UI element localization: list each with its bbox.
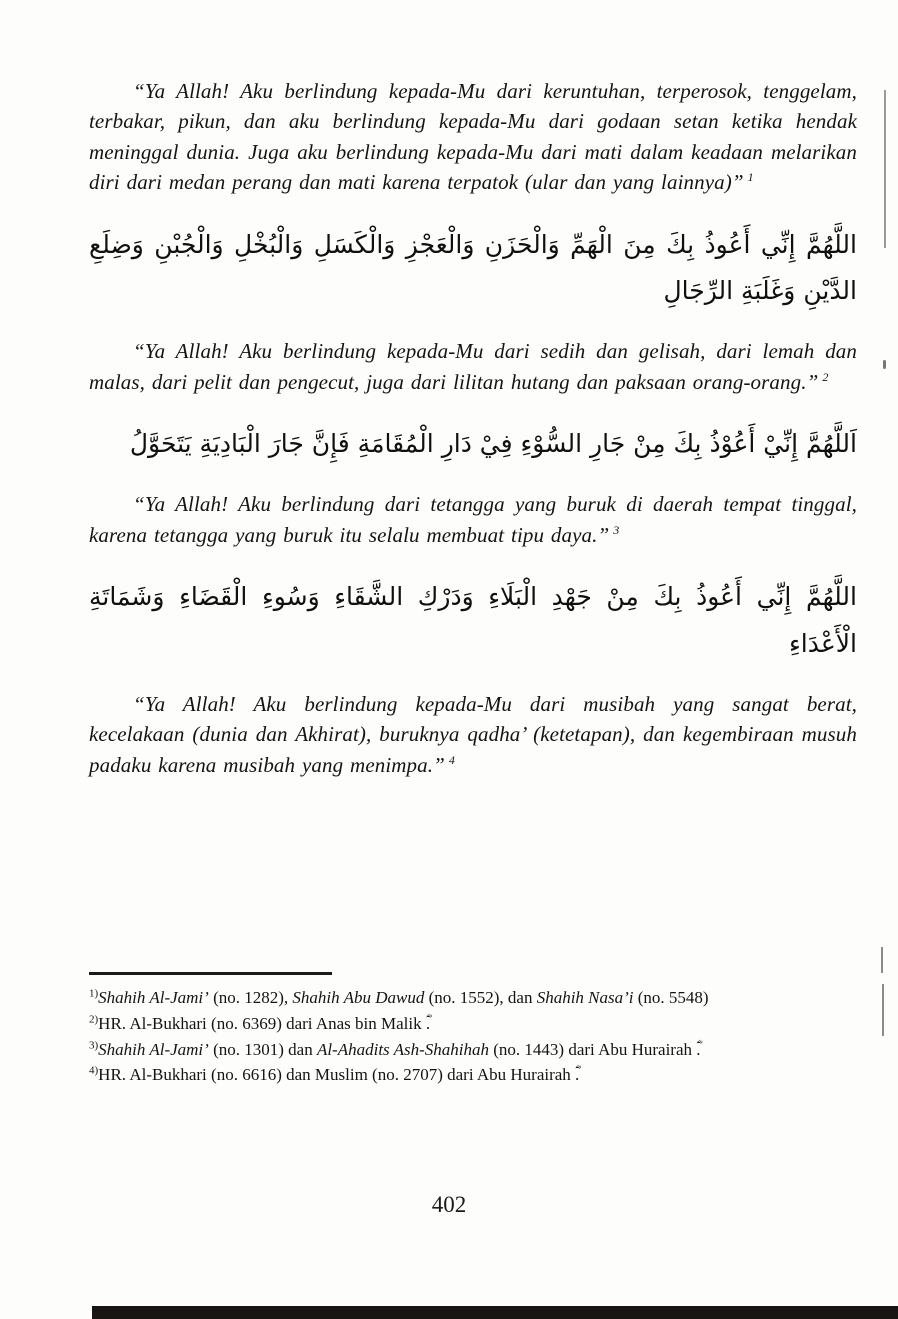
page-number: 402 (431, 1192, 467, 1217)
footnote-text: (no. 1552), dan (424, 988, 537, 1007)
footnote-3 (89, 1037, 857, 1063)
scan-artifact-tick (883, 360, 886, 369)
arabic-dua-3: اللَّهُمَّ إِنِّي أَعُوذُ بِكَ مِنْ جَهْدِ الْبَلَاءِ وَدَرْكِ الشَّقَاءِ وَسُوءِ الْقَضَاءِ وَشَمَاتَةِ الْأَعْدَاءِ (89, 582, 857, 658)
arabic-dua-2: اَللَّهُمَّ إِنِّيْ أَعُوْذُ بِكَ مِنْ جَارِ السُّوْءِ فِيْ دَارِ الْمُقَامَةِ فَإِنَّ جَارَ الْبَادِيَةِ يَتَحَوَّلُ (129, 429, 857, 459)
footnote-divider (89, 972, 332, 975)
footnote-marker-2: 2) (89, 1013, 99, 1026)
footnote-text: (no. 1301) dan (208, 1039, 317, 1059)
footnote-text: (no. 1282), (208, 988, 293, 1007)
footnote-text: HR. Al-Bukhari (no. 6369) dari Anas bin Malik ؓ. (98, 1013, 431, 1033)
footnote-2 (89, 1011, 857, 1037)
footnote-text: Shahih Abu Dawud (292, 988, 425, 1007)
translation-paragraph-1 (89, 76, 857, 198)
translation-text-4: “Ya Allah! Aku berlindung kepada-Mu dari musibah yang sangat berat, kecelakaan (dunia dan Akhirat), buruknya qadha’ (ketetapan), dan kegembiraan musuh padaku karena musibah yang menimpa.” (89, 691, 857, 777)
footnote-text: (no. 1443) dari Abu Hurairah ؓ. (489, 1039, 701, 1059)
footnote-marker-3: 3) (89, 1039, 99, 1051)
footnote-1 (89, 985, 857, 1011)
footnote-marker-4: 4) (89, 1064, 99, 1077)
footnote-text: HR. Al-Bukhari (no. 6616) dan Muslim (no. 2707) dari Abu Hurairah ؓ. (98, 1065, 580, 1085)
footnote-text: Shahih Al-Jami’ (98, 1039, 209, 1059)
footnote-4 (89, 1062, 857, 1088)
footnote-ref-1: 1 (747, 170, 754, 185)
footnote-marker-1: 1) (89, 987, 99, 1000)
translation-text-3: “Ya Allah! Aku berlindung dari tetangga yang buruk di daerah tempat tinggal, karena tetangga yang buruk itu selalu membuat tipu daya.” (89, 492, 857, 547)
footnote-text: Shahih Nasa’i (536, 988, 634, 1007)
footnote-ref-3: 3 (613, 522, 620, 537)
translation-paragraph-2 (89, 336, 857, 397)
arabic-dua-1: اللَّهُمَّ إِنِّي أَعُوذُ بِكَ مِنَ الْهَمِّ وَالْحَزَنِ وَالْعَجْزِ وَالْكَسَلِ وَالْبُخْلِ وَالْجُبْنِ وَضِلَعِ الدَّيْنِ وَغَلَبَةِ الرِّجَالِ (89, 229, 857, 305)
page-content (89, 76, 857, 800)
scan-artifact-edge-line (882, 984, 884, 1036)
scan-artifact-edge-line (881, 947, 883, 973)
scan-artifact-bottom-band (92, 1306, 898, 1319)
scan-artifact-edge-line (884, 90, 886, 248)
translation-paragraph-4 (89, 689, 857, 780)
translation-text-1: “Ya Allah! Aku berlindung kepada-Mu dari keruntuhan, terperosok, tenggelam, terbakar, pikun, dan aku berlindung kepada-Mu dari godaan setan ketika hendak meninggal dunia. Juga aku berlindung kepada-Mu dari mati dalam keadaan melarikan diri dari medan perang dan mati karena terpatok (ular dan yang lainnya)” (89, 79, 857, 195)
translation-paragraph-3 (89, 489, 857, 550)
footnote-text: (no. 5548) (633, 988, 709, 1007)
footnote-text: Al-Ahadits Ash-Shahihah (316, 1039, 489, 1059)
translation-text-2: “Ya Allah! Aku berlindung kepada-Mu dari sedih dan gelisah, dari lemah dan malas, dari pelit dan pengecut, juga dari lilitan hutang dan paksaan orang-orang.” (89, 339, 857, 394)
footnote-ref-2: 2 (822, 369, 829, 384)
footnote-text: Shahih Al-Jami’ (98, 988, 209, 1007)
footnotes-section (89, 972, 857, 1088)
footnote-ref-4: 4 (448, 752, 455, 767)
